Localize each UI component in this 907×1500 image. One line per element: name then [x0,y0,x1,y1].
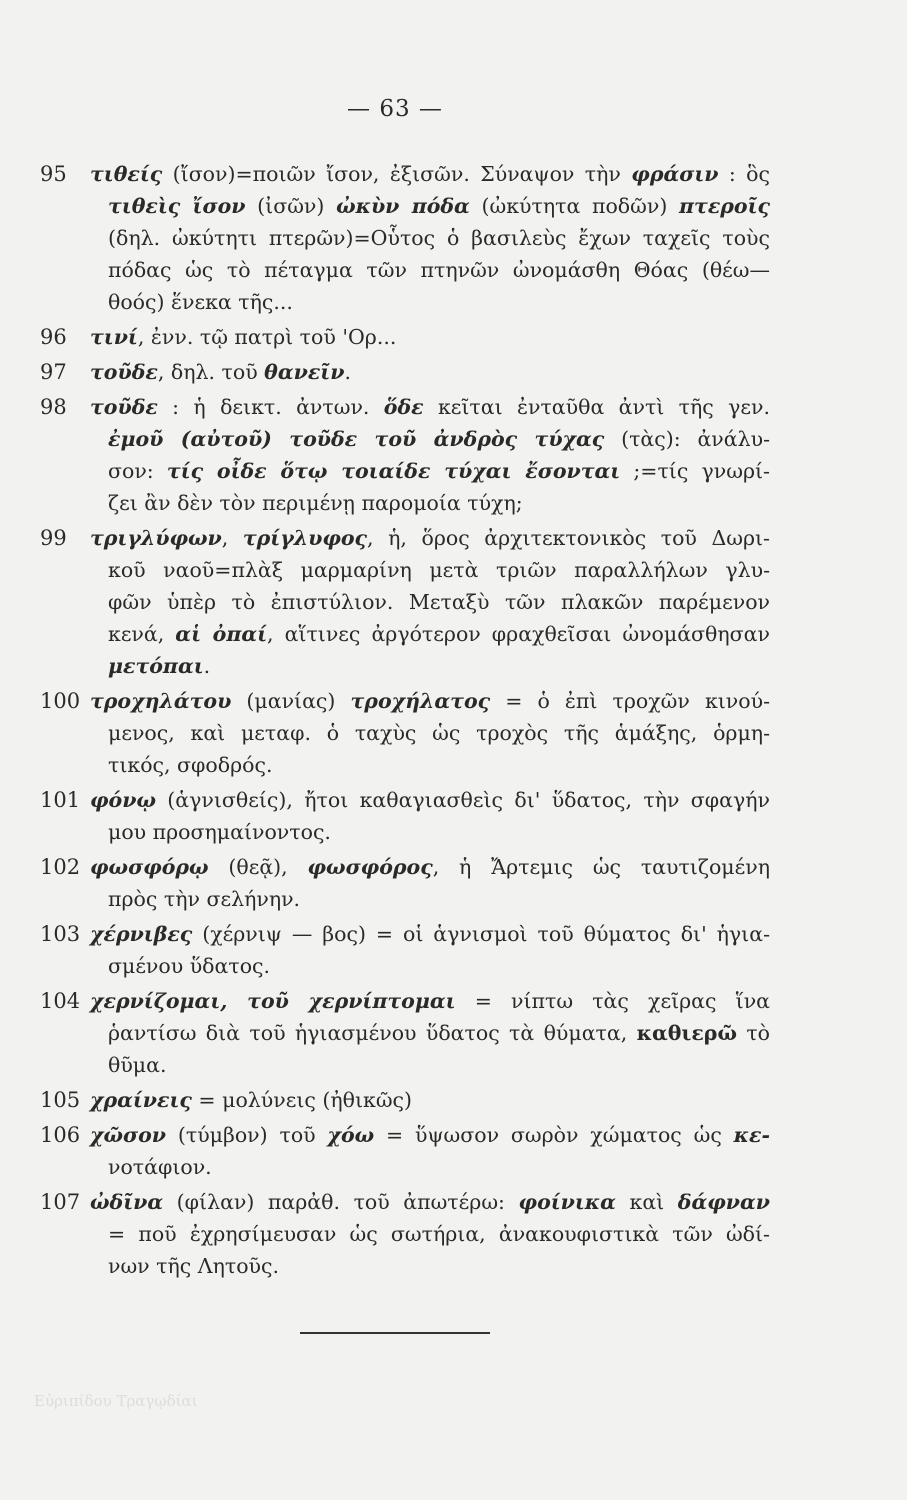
note-text: , ἐνν. τῷ πατρὶ τοῦ 'Ορ... [137,325,397,349]
note-number: 97 [40,360,67,384]
note-number: 96 [40,325,67,349]
note-line [90,618,770,650]
note-text: : ὃς [718,162,770,186]
note-line [90,554,770,586]
greek-headword: φράσιν [631,162,719,186]
note-line [90,851,770,883]
note-text: μου προσημαίνοντος. [108,820,331,844]
greek-headword: τιθεὶς ἴσον [108,194,246,218]
note-line [90,190,770,222]
greek-headword: χερνίζομαι, τοῦ χερνίπτομαι [90,989,456,1013]
note-number: 104 [40,989,81,1013]
note-text: , δηλ. τοῦ [157,360,265,384]
note-text: = ὁ ἐπὶ τροχῶν κινού- [490,689,770,713]
note-text: ῥαντίσω διὰ τοῦ ἡγιασμένου ὕδατος τὰ θύματα, [108,1021,637,1045]
greek-headword: τοῦδε [90,395,158,419]
note-number: 105 [40,1088,81,1112]
note-text: κενά, [108,622,176,646]
note-text: πρὸς τὴν σελήνην. [108,887,301,911]
note-line [90,1084,770,1116]
note-line [90,918,770,950]
note-number: 106 [40,1123,81,1147]
note-line [90,883,770,915]
note-number: 101 [40,788,81,812]
greek-headword: χραίνεις [90,1088,192,1112]
greek-headword: δάφναν [677,1190,771,1214]
note-line [90,321,770,353]
note-line [90,423,770,455]
note-entry [40,1119,770,1183]
note-text: (φίλαν) παρἀθ. τοῦ ἀπωτέρω: [163,1190,519,1214]
note-line [90,222,770,254]
note-line [90,286,770,318]
note-text: = ὕψωσον σωρὸν χώματος ὡς [374,1123,734,1147]
note-text: πόδας ὡς τὸ πέταγμα τῶν πτηνῶν ὠνομάσθη Θόας (θέω— [108,258,770,282]
greek-headword: τρίγλυφος [242,526,368,550]
note-entry [40,356,770,388]
note-line [90,356,770,388]
note-text: φῶν ὑπὲρ τὸ ἐπιστύλιον. Μεταξὺ τῶν πλακῶν παρέμενον [108,590,770,614]
note-text: (τύμβον) τοῦ [166,1123,328,1147]
note-line [90,158,770,190]
note-entry [40,918,770,982]
note-text: = ποῦ ἐχρησίμευσαν ὡς σωτήρια, ἀνακουφιστικὰ τῶν ὠδί- [108,1222,770,1246]
note-text: (ἴσον)=ποιῶν ἴσον, ἐξισῶν. Σύναψον τὴν [162,162,632,186]
note-text: (δηλ. ὠκύτητι πτερῶν)=Οὗτος ὁ βασιλεὺς ἔχων ταχεῖς τοὺς [108,226,770,250]
greek-headword: φωσφόρος [307,855,433,879]
note-text: μενος, καὶ μεταφ. ὁ ταχὺς ὡς τροχὸς τῆς ἁμάξης, ὁρμη- [108,721,770,745]
note-number: 98 [40,395,67,419]
note-text: νοτάφιον. [108,1155,212,1179]
note-line [90,784,770,816]
greek-headword: κε- [733,1123,770,1147]
note-text: σον: [108,459,167,483]
note-line [90,1119,770,1151]
note-text: (ὠκύτητα ποδῶν) [469,194,680,218]
note-entry [40,784,770,848]
greek-headword: θανεῖν [264,360,345,384]
note-entry [40,1186,770,1282]
page-number: — 63 — [347,96,443,122]
note-text: ζει ἂν δὲν τὸν περιμένῃ παρομοία τύχη; [108,491,523,515]
greek-headword: τινί [90,325,138,349]
greek-headword: χόω [327,1123,375,1147]
note-line [90,586,770,618]
note-entry [40,158,770,318]
note-line [90,950,770,982]
note-line [90,816,770,848]
note-text: . [344,360,351,384]
greek-headword: τιθείς [90,162,163,186]
note-text: , ἡ Ἄρτεμις ὡς ταυτιζομένη [432,855,770,879]
note-line [90,254,770,286]
greek-headword: χέρνιβες [90,922,193,946]
note-number: 107 [40,1190,81,1214]
section-rule [300,1332,490,1334]
note-entry [40,1084,770,1116]
note-text: θῦμα. [108,1053,167,1077]
note-text: κοῦ ναοῦ=πλὰξ μαρμαρίνη μετὰ τριῶν παραλλήλων γλυ- [108,558,770,582]
note-text: = νίπτω τὰς χεῖρας ἵνα [455,989,771,1013]
greek-headword: τροχήλατος [350,689,491,713]
note-text: καὶ [615,1190,678,1214]
note-text: (μανίας) [231,689,351,713]
note-text: , αἵτινες ἀργότερον φραχθεῖσαι ὠνομάσθησαν [267,622,770,646]
greek-headword: φόνῳ [90,788,156,812]
note-line [90,455,770,487]
note-text: (θεᾷ), [208,855,308,879]
note-line [90,487,770,519]
greek-headword: καθιερῶ [636,1021,737,1045]
greek-headword: ὠκὺν πόδα [336,194,470,218]
greek-headword: χῶσον [90,1123,167,1147]
note-text: θοός) ἕνεκα τῆς... [108,290,293,314]
note-entry [40,522,770,682]
note-entry [40,851,770,915]
note-text: , [221,526,243,550]
note-entry [40,321,770,353]
greek-headword: τριγλύφων [90,526,222,550]
note-number: 95 [40,162,67,186]
greek-headword: ἐμοῦ (αὐτοῦ) τοῦδε τοῦ ἀνδρὸς τύχας [108,427,605,451]
note-line [90,1151,770,1183]
note-line [90,1186,770,1218]
note-number: 102 [40,855,81,879]
note-entry [40,685,770,781]
note-line [90,522,770,554]
note-entry [40,391,770,519]
note-text: τικός, σφοδρός. [108,753,273,777]
note-text: νων τῆς Λητοῦς. [108,1254,280,1278]
note-line [90,1017,770,1049]
note-text: . [203,654,211,678]
note-text: τὸ [736,1021,771,1045]
greek-headword: ὠδῖνα [90,1190,164,1214]
note-entry [40,985,770,1081]
note-text: (ἁγνισθείς), ἤτοι καθαγιασθεὶς δι' ὕδατος, τὴν σφαγήν [155,788,770,812]
note-text: = μολύνεις (ἠθικῶς) [191,1088,413,1112]
greek-headword: μετόπαι [108,654,204,678]
note-line [90,985,770,1017]
note-line [90,717,770,749]
greek-headword: ὅδε [383,395,424,419]
note-text: , ἡ, ὅρος ἀρχιτεκτονικὸς τοῦ Δωρι- [367,526,770,550]
greek-headword: τίς οἶδε ὅτῳ τοιαίδε τύχαι ἔσονται [166,459,621,483]
note-line [90,650,770,682]
note-text: (χέρνιψ — βος) = οἱ ἁγνισμοὶ τοῦ θύματος δι' ἡγια- [192,922,770,946]
greek-headword: τροχηλάτου [90,689,232,713]
greek-headword: αἱ ὀπαί [175,622,268,646]
greek-headword: πτεροῖς [679,194,770,218]
footer-faded-text: Εὐριπίδου Τραγῳδίαι [34,1392,198,1410]
note-line [90,1049,770,1081]
note-text: κεῖται ἐνταῦθα ἀντὶ τῆς γεν. [423,395,770,419]
notes-list [40,158,770,1285]
greek-headword: φωσφόρῳ [90,855,209,879]
note-number: 99 [40,526,67,550]
note-text: (τὰς): ἀνάλυ- [604,427,770,451]
greek-headword: τοῦδε [90,360,158,384]
note-line [90,1218,770,1250]
note-text: ;=τίς γνωρί- [620,459,770,483]
note-line [90,749,770,781]
greek-headword: φοίνικα [518,1190,616,1214]
note-line [90,1250,770,1282]
note-number: 100 [40,689,81,713]
note-line [90,391,770,423]
note-number: 103 [40,922,81,946]
note-text: σμένου ὕδατος. [108,954,271,978]
note-line [90,685,770,717]
note-text: : ἡ δεικτ. ἀντων. [157,395,384,419]
note-text: (ἰσῶν) [245,194,337,218]
